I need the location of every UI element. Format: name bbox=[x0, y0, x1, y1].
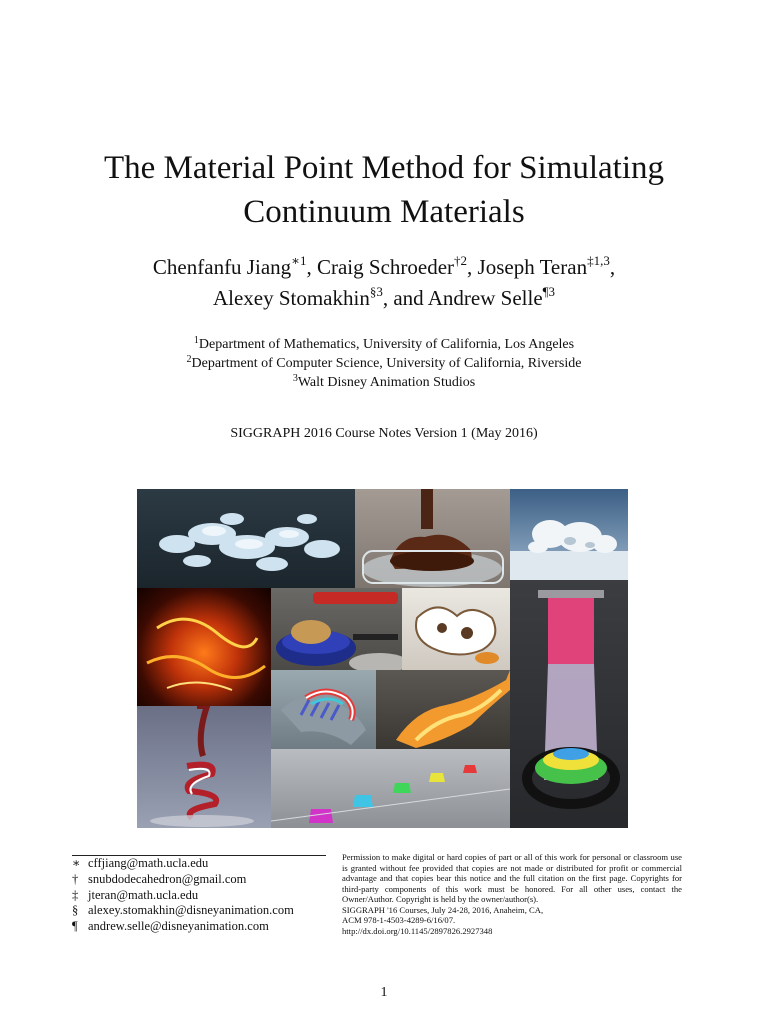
affiliation-text: Walt Disney Animation Studios bbox=[297, 375, 476, 390]
email-link[interactable]: jteran@math.ucla.edu bbox=[88, 887, 199, 902]
footnote-mark: ∗ bbox=[72, 856, 81, 870]
lava-drawing bbox=[137, 588, 271, 706]
lava-image bbox=[137, 588, 271, 706]
sand-drawing bbox=[402, 588, 510, 670]
teaser-image-collage bbox=[137, 489, 628, 828]
author-line-2 bbox=[0, 283, 768, 314]
viscous-coil-image bbox=[137, 706, 271, 828]
footnote-mark: ‡ bbox=[72, 887, 79, 902]
jello-drawing bbox=[271, 749, 510, 828]
affiliation-text: Department of Computer Science, University of California, Riverside bbox=[191, 356, 582, 371]
pan-image bbox=[271, 588, 402, 670]
sand-castle-image bbox=[402, 588, 510, 670]
affiliation-mark: 2 bbox=[186, 354, 192, 365]
melting-drawing bbox=[376, 670, 510, 749]
chocolate-image bbox=[355, 489, 510, 588]
permission-notice: Permission to make digital or hard copies of part or all of this work for personal or classroom use is granted without fee provided that copies are not made or distributed for profit or commercial advantage and that copies bear this notice and the full citation on the first page. Copyrights for third-party components of this work must be honored. For all other uses, contact the Owner/Author. Copyright is held by the owner/author(s). bbox=[342, 852, 682, 904]
snowball-image bbox=[510, 489, 628, 580]
snowball-drawing bbox=[510, 489, 628, 580]
footnote bbox=[72, 888, 332, 904]
email-link[interactable]: andrew.selle@disneyanimation.com bbox=[88, 919, 269, 934]
affiliation-text: Department of Mathematics, University of California, Los Angeles bbox=[198, 337, 575, 352]
snow-image bbox=[137, 489, 355, 588]
melting-image bbox=[376, 670, 510, 749]
pan-drawing bbox=[271, 588, 402, 670]
affiliation bbox=[0, 373, 768, 392]
email-link[interactable]: snubdodecahedron@gmail.com bbox=[88, 871, 247, 886]
affiliation-mark: 3 bbox=[292, 373, 298, 384]
author-separator: , and bbox=[382, 286, 428, 310]
author-line-1 bbox=[0, 252, 768, 283]
author-name: Andrew Selle bbox=[427, 286, 543, 310]
footnote-mark: ¶ bbox=[72, 919, 78, 934]
venue-line: SIGGRAPH 2016 Course Notes Version 1 (May 2016) bbox=[230, 426, 538, 441]
author-name: Alexey Stomakhin bbox=[212, 286, 370, 310]
author-separator: , bbox=[609, 255, 616, 279]
author-affiliation-mark: ¶3 bbox=[542, 284, 556, 299]
author-separator: , bbox=[306, 255, 317, 279]
page-number: 1 bbox=[380, 985, 388, 1000]
jello-image bbox=[271, 749, 510, 828]
doi-link[interactable]: http://dx.doi.org/10.1145/2897826.2927348 bbox=[342, 925, 493, 936]
footnote-mark: † bbox=[72, 871, 79, 886]
isbn-line: ACM 978-1-4503-4289-6/16/07. bbox=[342, 915, 456, 925]
toothpaste-image bbox=[271, 670, 376, 749]
toothpaste-drawing bbox=[271, 670, 376, 749]
author-list bbox=[0, 252, 768, 314]
author-name: Chenfanfu Jiang bbox=[152, 255, 292, 279]
affiliation bbox=[0, 354, 768, 373]
chocolate-drawing bbox=[355, 489, 510, 588]
footnote bbox=[72, 919, 332, 935]
snow-drawing bbox=[137, 489, 355, 588]
copyright-permission-block bbox=[342, 852, 682, 936]
author-separator: , bbox=[467, 255, 478, 279]
author-name: Joseph Teran bbox=[477, 255, 588, 279]
affiliation-mark: 1 bbox=[193, 335, 199, 346]
author-name: Craig Schroeder bbox=[316, 255, 455, 279]
author-affiliation-mark: †2 bbox=[454, 253, 468, 268]
granular-flow-image bbox=[510, 580, 628, 828]
footnote bbox=[72, 856, 332, 872]
footnote bbox=[72, 903, 332, 919]
footnote-mark: § bbox=[72, 903, 79, 918]
email-link[interactable]: alexey.stomakhin@disneyanimation.com bbox=[88, 903, 294, 918]
footnote bbox=[72, 872, 332, 888]
email-link[interactable]: cffjiang@math.ucla.edu bbox=[88, 856, 209, 870]
granular-flow-drawing bbox=[510, 580, 628, 828]
author-affiliation-mark: §3 bbox=[369, 284, 383, 299]
paper-title bbox=[0, 146, 768, 234]
coil-drawing bbox=[137, 706, 271, 828]
conference-line: SIGGRAPH '16 Courses, July 24-28, 2016, Anaheim, CA, bbox=[342, 904, 544, 915]
author-emails bbox=[72, 856, 332, 935]
title-line-2: Continuum Materials bbox=[243, 194, 525, 230]
affiliation-list bbox=[0, 335, 768, 392]
author-affiliation-mark: ‡1,3 bbox=[587, 253, 610, 268]
title-line-1: The Material Point Method for Simulating bbox=[103, 150, 664, 186]
affiliation bbox=[0, 335, 768, 354]
author-affiliation-mark: ∗1 bbox=[291, 253, 307, 268]
